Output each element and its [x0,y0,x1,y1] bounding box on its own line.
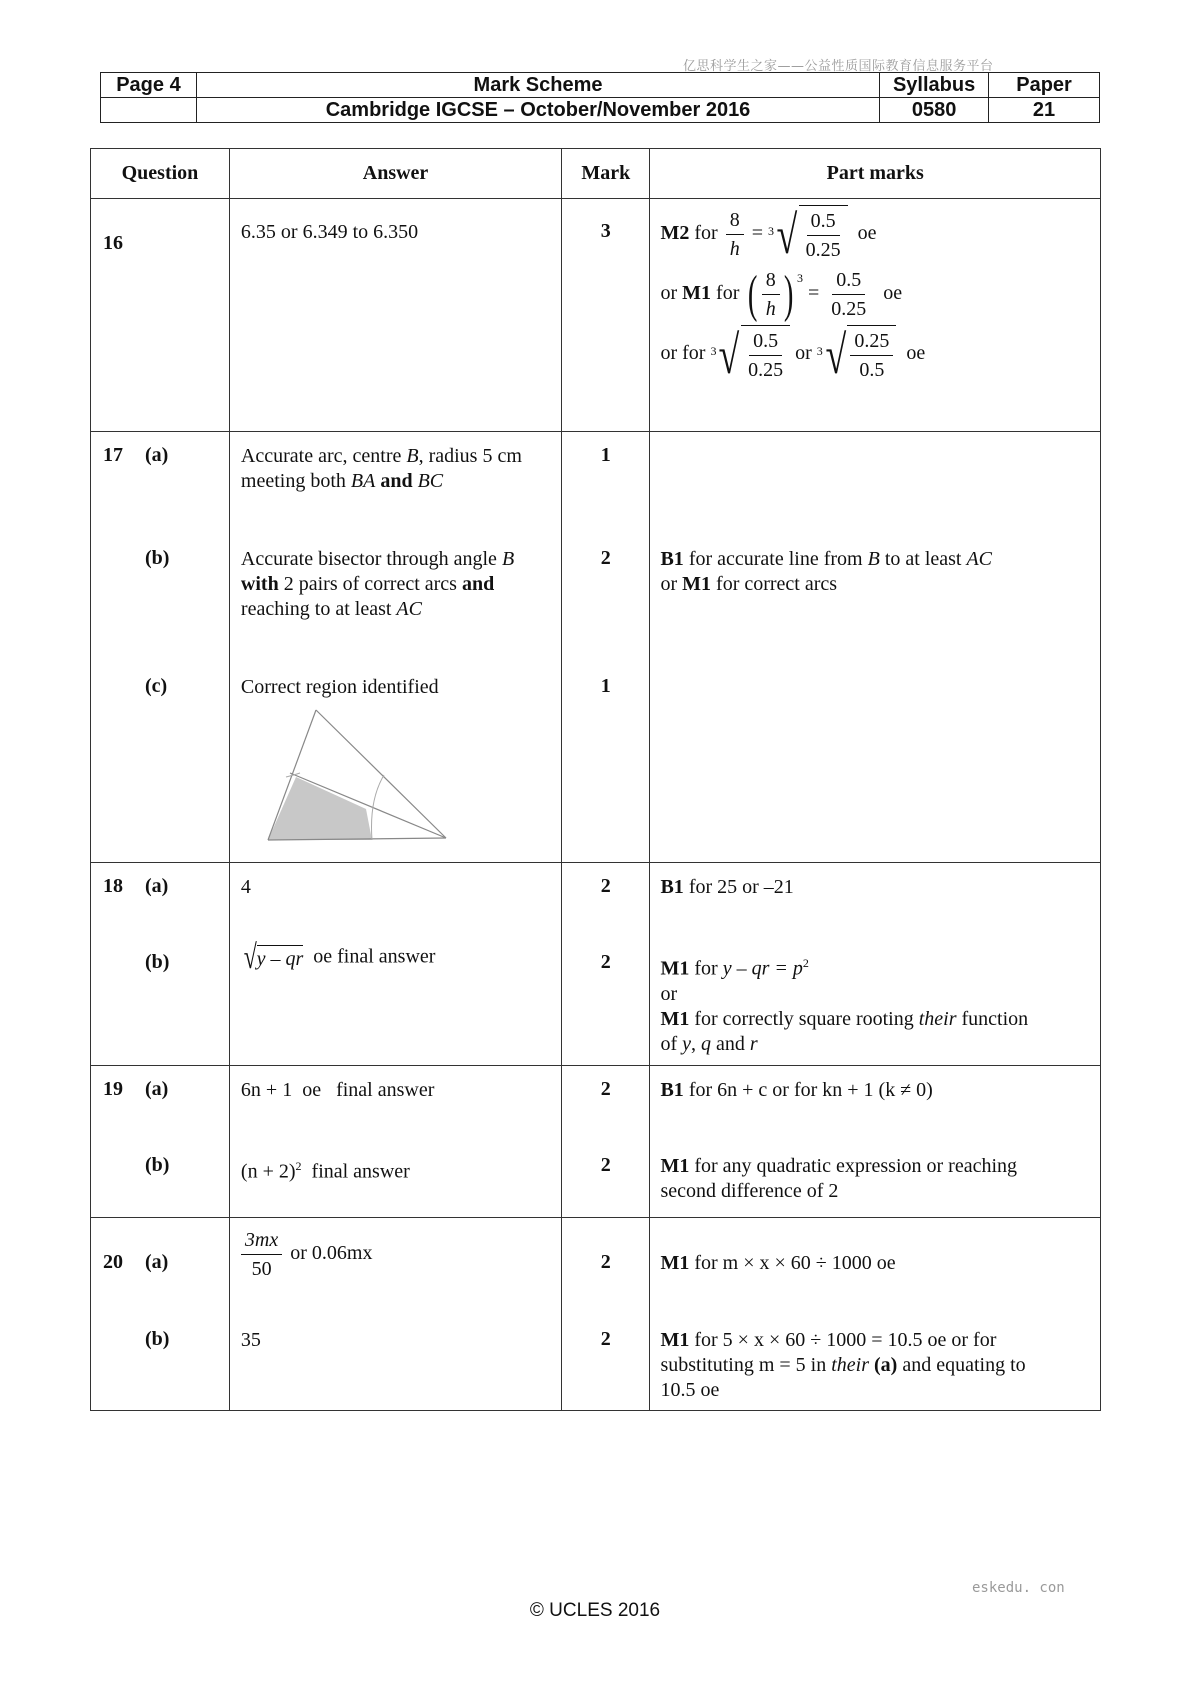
q20a-mark: 2 [600,1251,611,1273]
q16-answer: 6.35 or 6.349 to 6.350 [240,221,419,243]
syllabus-code: 0580 [880,98,989,123]
q18b-mark: 2 [600,951,611,973]
table-row-q16 [91,199,1101,432]
q17b-label: (b) [145,547,170,569]
q17c-label: (c) [145,675,168,697]
table-row-q17 [91,432,1101,863]
q17-question-cell [91,432,230,863]
q18-part-marks-cell [650,863,1101,1066]
table-header-row [91,149,1101,199]
q17a-answer: Accurate arc, centre B, radius 5 cm meeting both BA and BC [240,445,522,492]
copyright-footer: © UCLES 2016 [529,1600,661,1621]
q17-mark-cell [562,432,650,863]
q20a-part-marks: M1 for m × x × 60 ÷ 1000 oe [660,1252,896,1274]
q19a-label: (a) [145,1078,169,1100]
q19-mark-cell [562,1066,650,1218]
paper-number: 21 [989,98,1100,123]
q19b-mark: 2 [600,1154,611,1176]
q20-number: 20 [103,1251,123,1273]
mark-scheme-table [90,148,1101,1411]
q17a-label: (a) [145,444,169,466]
q19a-part-marks: B1 for 6n + c or for kn + 1 (k ≠ 0) [660,1079,933,1101]
q18b-label: (b) [145,951,170,973]
q17c-answer: Correct region identified [240,676,439,698]
q18b-part-marks: M1 for y – qr = $p^2$ or M1 for correctly square rooting their function of y, q and r [660,956,1029,1055]
header-title: Mark Scheme [196,73,879,98]
watermark-text: 亿思科学生之家——公益性质国际教育信息服务平台 [683,59,994,74]
q19b-answer: $(n + 2)^2$ final answer [240,1159,410,1183]
q20-question-cell [91,1218,230,1411]
q20a-label: (a) [145,1251,169,1273]
q18-number: 18 [103,875,123,897]
paper-label: Paper [989,73,1100,98]
q19a-answer: 6n + 1 oe final answer [240,1079,435,1101]
q20b-answer: 35 [240,1329,261,1351]
q16-pm-line3: or for 3 √ $\frac{0.5}{0.25}$ or 3 √ $\frac{0.25}{0.5}$ oe [660,324,926,385]
q17b-mark: 2 [600,547,611,569]
q20-part-marks-cell [650,1218,1101,1411]
q20-mark-cell [562,1218,650,1411]
q16-pm-line2: or M1 for ( $\frac{8}{h}$ ) $^3$ = $\frac{0.5}{0.25}$ oe [660,265,903,323]
page-label: Page 4 [101,73,197,98]
q17b-answer: Accurate bisector through angle B with 2 pairs of correct arcs and reaching to at least AC [240,548,515,620]
q17-number: 17 [103,444,123,466]
q16-cube-root: 3 √ $\frac{0.5}{0.25}$ [768,205,848,264]
q18b-answer: √ y – qr oe final answer [243,939,436,976]
q18a-mark: 2 [600,875,611,897]
header-empty-cell [101,98,197,123]
q19b-label: (b) [145,1154,170,1176]
q17b-part-marks: B1 for accurate line from B to at least AC or M1 for correct arcs [660,548,993,595]
page-header [100,72,1100,123]
q17-part-marks-cell [650,432,1101,863]
q16-number: 16 [103,232,123,254]
q20-answer-cell [229,1218,561,1411]
header-question: Question [91,149,230,199]
table-row-q18 [91,863,1101,1066]
q20b-mark: 2 [600,1328,611,1350]
q16-mark-cell [562,199,650,432]
syllabus-label: Syllabus [880,73,989,98]
q16-pm-line1: M2 for $\frac{8}{h}$ = 3 √ $\frac{0.5}{0.25}$ oe [660,204,877,265]
q16-part-marks-cell [650,199,1101,432]
header-part-marks: Part marks [650,149,1101,199]
q19-question-cell [91,1066,230,1218]
q16-mark: 3 [600,220,611,242]
q19a-mark: 2 [600,1078,611,1100]
q16-fraction: $\frac{8}{h}$ [726,206,744,263]
q17c-mark: 1 [600,675,611,697]
q20b-part-marks: M1 for 5 × x × 60 ÷ 1000 = 10.5 oe or for substituting m = 5 in their (a) and equating to 10.5 oe [660,1329,1026,1401]
table-row-q20 [91,1218,1101,1411]
footer-site-watermark: eskedu. con [972,1580,1065,1596]
q18a-label: (a) [145,875,169,897]
q17c-region-diagram [266,705,456,845]
q16-question-cell [91,199,230,432]
q18-mark-cell [562,863,650,1066]
table-row-q19 [91,1066,1101,1218]
q18a-part-marks: B1 for 25 or –21 [660,876,794,898]
q16-answer-cell [229,199,561,432]
header-answer: Answer [229,149,561,199]
q18-answer-cell [229,863,561,1066]
q19-answer-cell [229,1066,561,1218]
q17a-mark: 1 [600,444,611,466]
q17-answer-cell [229,432,561,863]
q18a-answer: 4 [240,876,251,898]
q19-number: 19 [103,1078,123,1100]
q19b-part-marks: M1 for any quadratic expression or reaching second difference of 2 [660,1155,1018,1202]
q20b-label: (b) [145,1328,170,1350]
q20a-answer: $\frac{3mx}{50}$ or 0.06mx [230,1226,373,1283]
header-subtitle: Cambridge IGCSE – October/November 2016 [196,98,879,123]
header-mark: Mark [562,149,650,199]
q19-part-marks-cell [650,1066,1101,1218]
q18-question-cell [91,863,230,1066]
